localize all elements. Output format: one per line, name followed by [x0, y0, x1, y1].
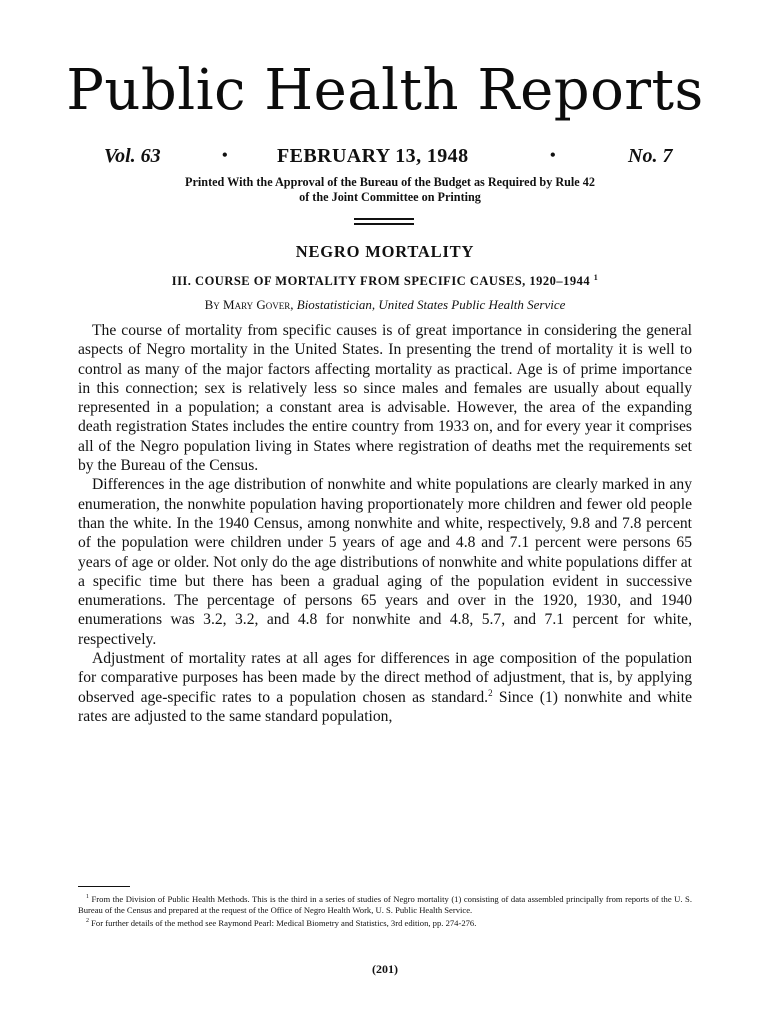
paragraph-text: Adjustment of mortality rates at all ages for differences in age composition of the population for comparative purposes has been made by the direct method of adjustment, that is, by applying observed age-specific rates to a population chosen as standard.	[78, 650, 692, 706]
footnotes	[78, 892, 692, 928]
footnote	[78, 916, 692, 929]
volume-label: Vol. 63	[104, 145, 161, 167]
issue-date: FEBRUARY 13, 1948	[277, 145, 469, 167]
footnote-number: 2	[86, 917, 89, 924]
footnote	[78, 892, 692, 916]
issue-number: No. 7	[628, 145, 673, 167]
body-paragraph: Differences in the age distribution of nonwhite and white populations are clearly marked in any enumeration, the nonwhite population having proportionately more children and fewer old people than the white. In the 1940 Census, among nonwhite and white, respectively, 9.8 and 7.8 percent of the population were children under 5 years of age and 4.8 and 7.1 percent were persons 65 years of age or older. Not only do the age distributions of nonwhite and white populations differ at a specific time but there has been a gradual aging of the population evident in successive enumerations. The percentage of persons 65 years and over in the 1920, 1930, and 1940 enumerations was 3.2, 3.2, and 4.8 for nonwhite and 4.8, 5.7, and 7.1 percent for white, respectively.	[78, 476, 692, 648]
issue-line	[70, 143, 710, 169]
byline-prefix: By	[204, 297, 220, 312]
printing-approval-notice	[80, 175, 700, 205]
author-role: Biostatistician, United States Public Health Service	[296, 297, 566, 312]
article-body	[78, 321, 692, 726]
footnote-rule	[78, 886, 130, 887]
journal-masthead: Public Health Reports	[66, 58, 704, 123]
author-name: Mary Gover,	[223, 297, 294, 312]
divider-rule	[354, 218, 414, 220]
body-paragraph	[78, 649, 692, 726]
bullet-separator: •	[550, 147, 556, 164]
article-title: NEGRO MORTALITY	[295, 242, 475, 261]
footnote-marker: 2	[488, 687, 493, 698]
footnote-text: For further details of the method see Raymond Pearl: Medical Biometry and Statistics, 3rd edition, pp. 274-276.	[89, 917, 477, 928]
bullet-separator: •	[222, 147, 228, 164]
approval-line: of the Joint Committee on Printing	[299, 190, 481, 204]
approval-line: Printed With the Approval of the Bureau of the Budget as Required by Rule 42	[185, 175, 595, 189]
body-paragraph: The course of mortality from specific causes is of great importance in considering the general aspects of Negro mortality in the United States. In presenting the trend of mortality it is well to control as many of the major factors affecting mortality as practical. Age is of prime importance in this connection; sex is relatively less so since males and females are usually about equally represented in a population; a constant area is advisable. However, the area of the expanding death registration States includes the entire country from 1933 on, and for every year it comprises all of the Negro population living in States where registration of deaths met the requirements set by the Bureau of the Census.	[78, 322, 692, 475]
footnote-marker: 1	[593, 273, 599, 282]
divider-rule	[354, 223, 414, 225]
page-number: (201)	[372, 962, 398, 976]
article-subtitle	[0, 270, 770, 289]
footnote-text: From the Division of Public Health Methods. This is the third in a series of studies of Negro mortality (1) consisting of data assembled principally from reports of the U. S. Bureau of the Census and prepared at the request of the Office of Negro Health Work, U. S. Public Health Service.	[78, 893, 692, 915]
footnote-number: 1	[86, 894, 89, 900]
paragraph-text: Since (1) nonwhite and white rates are adjusted to the same standard population,	[78, 688, 692, 725]
subtitle-text: III. COURSE OF MORTALITY FROM SPECIFIC CAUSES, 1920–1944	[171, 274, 591, 289]
byline	[0, 296, 770, 313]
